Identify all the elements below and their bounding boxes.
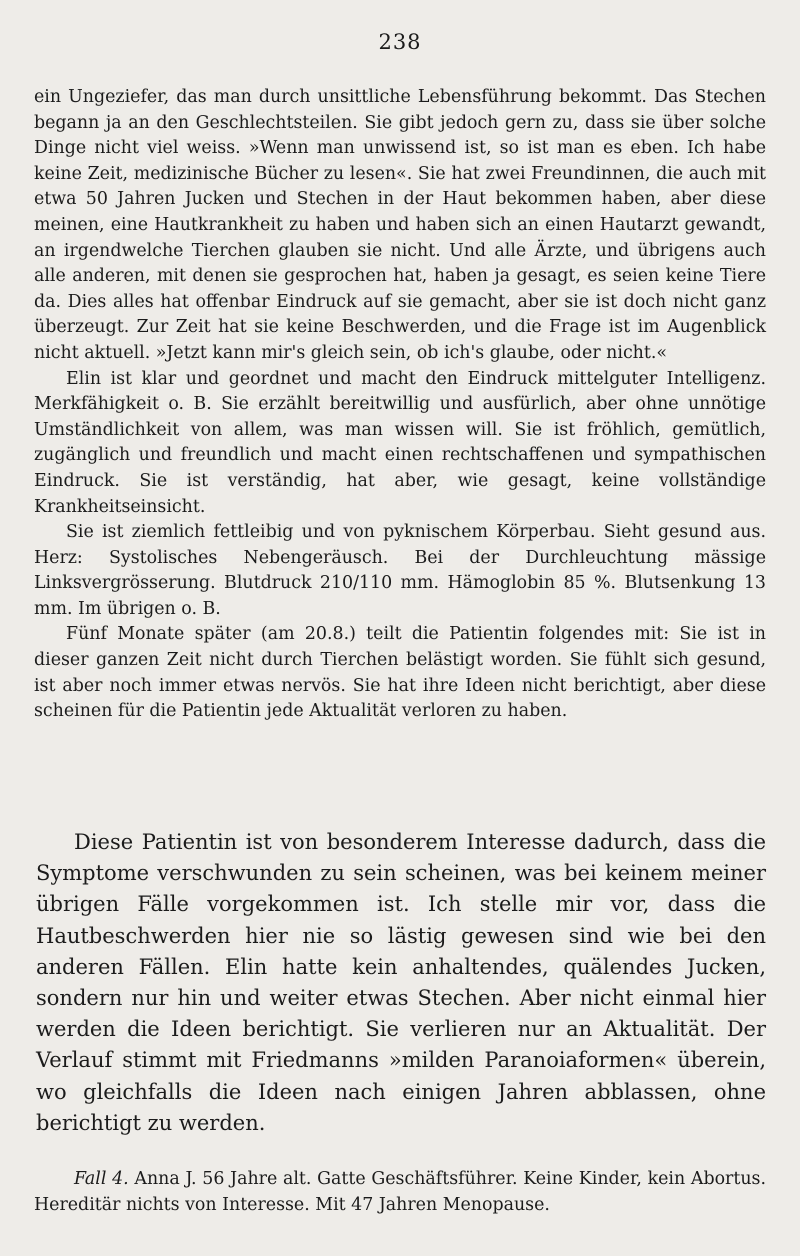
case-paragraph: ein Ungeziefer, das man durch unsittliche Lebensführung bekommt. Das Stechen begann ja an den Geschlechtsteilen. Sie gibt jedoch gern zu, dass sie über solche Dinge nicht viel weiss. »Wenn man unwissend ist, so ist man es eben. Ich habe keine Zeit, medizinische Bücher zu lesen«. Sie hat zwei Freundinnen, die auch mit etwa 50 Jahren Jucken und Stechen in der Haut bekommen haben, aber diese meinen, eine Hautkrankheit zu haben und haben sich an einen Hautarzt gewandt, an irgendwelche Tierchen glauben sie nicht. Und alle Ärzte, und übrigens auch alle anderen, mit denen sie gesprochen hat, haben ja gesagt, es seien keine Tiere da. Dies alles hat offenbar Eindruck auf sie gemacht, aber sie ist doch nicht ganz überzeugt. Zur Zeit hat sie keine Beschwerden, und die Frage ist im Augenblick nicht aktuell. »Jetzt kann mir's gleich sein, ob ich's glaube, oder nicht.« — [34, 87, 766, 363]
next-case-text — [34, 1167, 766, 1218]
discussion-text — [36, 827, 766, 1139]
discussion-paragraph: Diese Patientin ist von besonderem Interesse dadurch, dass die Symptome verschwunden zu sein scheinen, was bei keinem meiner übrigen Fälle vorgekommen ist. Ich stelle mir vor, dass die Hautbeschwerden hier nie so lästig gewesen sind wie bei den anderen Fällen. Elin hatte kein anhaltendes, quälendes Jucken, sondern nur hin und weiter etwas Stechen. Aber nicht einmal hier werden die Ideen berichtigt. Sie verlieren nur an Aktualität. Der Verlauf stimmt mit Friedmanns »milden Paranoiaformen« überein, wo gleichfalls die Ideen nach einigen Jahren abblassen, ohne berichtigt zu werden. — [36, 830, 766, 1135]
case-title: Fall 4. — [74, 1169, 129, 1189]
case-paragraph: Fünf Monate später (am 20.8.) teilt die Patientin folgendes mit: Sie ist in dieser ganzen Zeit nicht durch Tierchen belästigt worden. Sie fühlt sich gesund, ist aber noch immer etwas nervös. Sie hat ihre Ideen nicht berichtigt, aber diese scheinen für die Patientin jede Aktualität verloren zu haben. — [34, 624, 766, 722]
case-intro: Anna J. 56 Jahre alt. Gatte Geschäftsführer. Keine Kinder, kein Abortus. Hereditär nichts von Interesse. Mit 47 Jahren Menopause. — [34, 1169, 767, 1215]
next-case-paragraph — [34, 1167, 766, 1218]
case-report-text — [34, 85, 766, 725]
case-paragraph: Sie ist ziemlich fettleibig und von pyknischem Körperbau. Sieht gesund aus. Herz: Systolisches Nebengeräusch. Bei der Durchleuchtung mässige Linksvergrösserung. Blutdruck 210/110 mm. Hämoglobin 85 %. Blutsenkung 13 mm. Im übrigen o. B. — [34, 522, 766, 619]
case-paragraph: Elin ist klar und geordnet und macht den Eindruck mittelguter Intelligenz. Merkfähigkeit o. B. Sie erzählt bereitwillig und ausfürlich, aber ohne unnötige Umständlichkeit von allem, was man wissen will. Sie ist fröhlich, gemütlich, zugänglich und freundlich und macht einen rechtschaffenen und sympathischen Eindruck. Sie ist verständig, hat aber, wie gesagt, keine vollständige Krankheitseinsicht. — [34, 368, 766, 517]
page-number: 238 — [378, 30, 422, 54]
